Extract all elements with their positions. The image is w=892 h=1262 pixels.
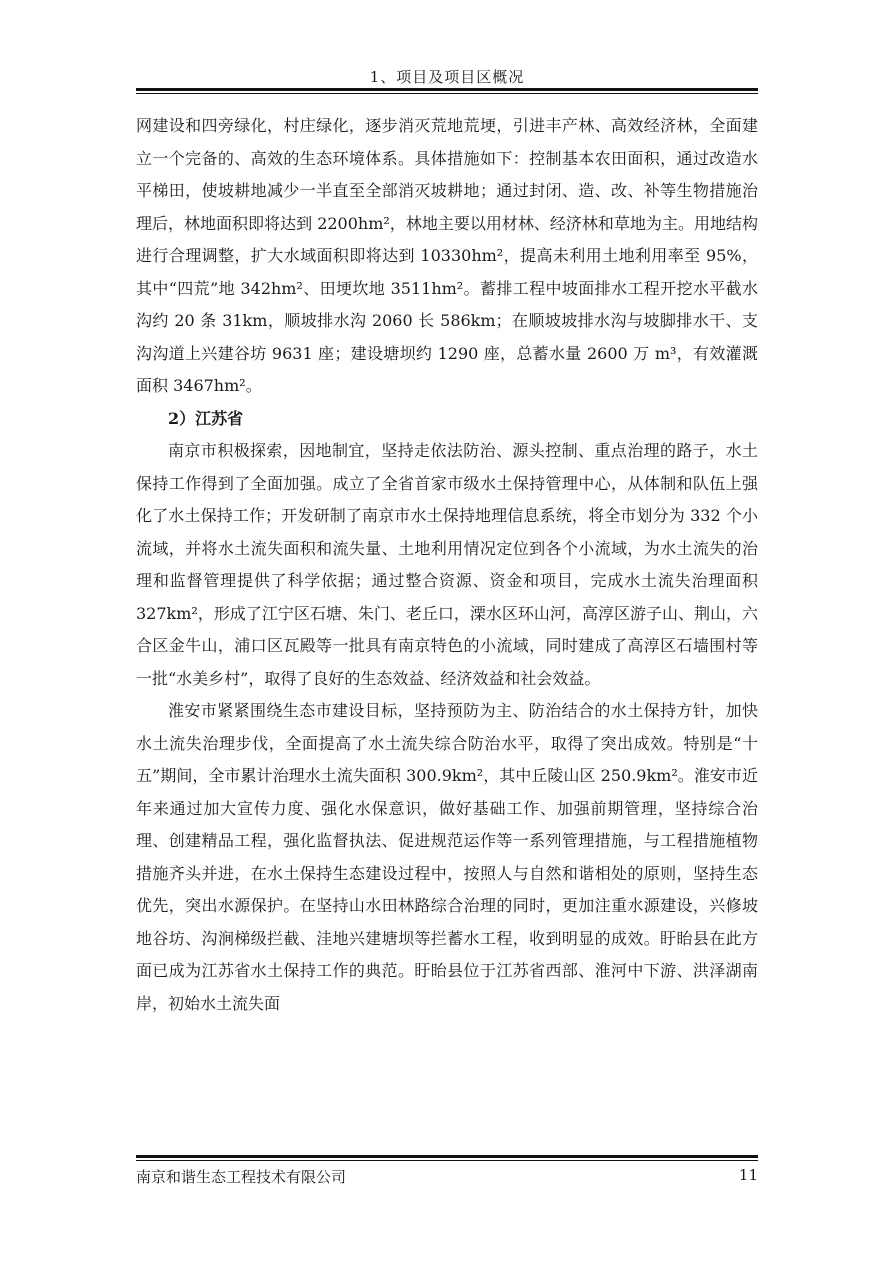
header-rule-thin: [136, 93, 758, 94]
paragraph-1: 网建设和四旁绿化，村庄绿化，逐步消灭荒地荒埂，引进丰产林、高效经济林，全面建立一个完备的、高效的生态环境体系。具体措施如下：控制基本农田面积，通过改造水平梯田，使坡耕地减少一半直至全部消灭坡耕地；通过封闭、造、改、补等生物措施治理后，林地面积即将达到 2200hm²，林地主要以用材林、经济林和草地为主。用地结构进行合理调整，扩大水域面积即将达到 10330hm²，提高未利用土地利用率至 95%，其中“四荒”地 342hm²、田埂坎地 3511hm²。蓄排工程中坡面排水工程开挖水平截水沟约 20 条 31km，顺坡排水沟 2060 长 586km；在顺坡坡排水沟与坡脚排水干、支沟沟道上兴建谷坊 9631 座；建设塘坝约 1290 座，总蓄水量 2600 万 m³，有效灌溉面积 3467hm²。: [136, 116, 758, 395]
footer-rule-thick: [136, 1155, 758, 1158]
header-rule-thick: [136, 88, 758, 91]
body-text: [136, 110, 758, 1020]
section-heading: 2）江苏省: [168, 408, 244, 428]
footer-company-name: 南京和谐生态工程技术有限公司: [136, 1168, 347, 1186]
paragraph-2: 南京市积极探索，因地制宜，坚持走依法防治、源头控制、重点治理的路子，水土保持工作得到了全面加强。成立了全省首家市级水土保持管理中心，从体制和队伍上强化了水土保持工作；开发研制了南京市水土保持地理信息系统，将全市划分为 332 个小流域，并将水土流失面积和流失量、土地利用情况定位到各个小流域，为水土流失的治理和监督管理提供了科学依据；通过整合资源、资金和项目，完成水土流失治理面积 327km²，形成了江宁区石塘、朱门、老丘口，溧水区环山河，高淳区游子山、荆山，六合区金牛山，浦口区瓦殿等一批具有南京特色的小流域，同时建成了高淳区石墙围村等一批“水美乡村”，取得了良好的生态效益、经济效益和社会效益。: [136, 441, 758, 688]
paragraph-3: 淮安市紧紧围绕生态市建设目标，坚持预防为主、防治结合的水土保持方针，加快水土流失治理步伐，全面提高了水土流失综合防治水平，取得了突出成效。特别是“十五”期间，全市累计治理水土流失面积 300.9km²，其中丘陵山区 250.9km²。淮安市近年来通过加大宣传力度、强化水保意识，做好基础工作、加强前期管理，坚持综合治理、创建精品工程，强化监督执法、促进规范运作等一系列管理措施，与工程措施植物措施齐头并进，在水土保持生态建设过程中，按照人与自然和谐相处的原则，坚持生态优先，突出水源保护。在坚持山水田林路综合治理的同时，更加注重水源建设，兴修坡地谷坊、沟涧梯级拦截、洼地兴建塘坝等拦蓄水工程，收到明显的成效。盱眙县在此方面已成为江苏省水土保持工作的典范。盱眙县位于江苏省西部、淮河中下游、洪泽湖南岸，初始水土流失面: [136, 701, 758, 1013]
page-number: 11: [738, 1166, 758, 1184]
page-header-title: 1、项目及项目区概况: [369, 68, 525, 86]
footer-rule-thin: [136, 1160, 758, 1161]
